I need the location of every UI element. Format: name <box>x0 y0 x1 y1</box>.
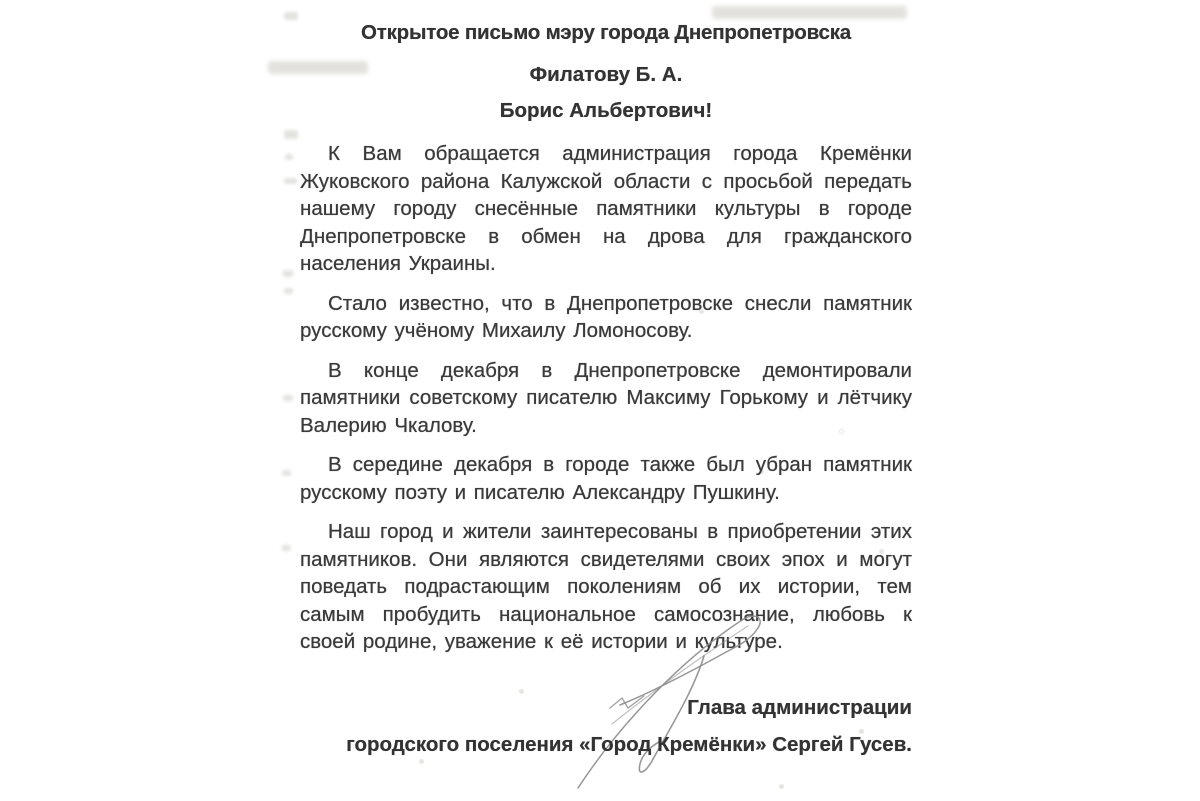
bleed-through-artifact <box>282 470 291 476</box>
closing-name-line: городского поселения «Город Кремёнки» Сергей Гусев. <box>346 733 912 756</box>
letter-paragraph-3: В конце декабря в Днепропетровске демонтировали памятники советскому писателю Максиму Горькому и лётчику Валерию Чкалову. <box>300 358 912 437</box>
bleed-through-artifact <box>284 288 293 294</box>
letter-title: Открытое письмо мэру города Днепропетровска <box>361 21 851 44</box>
bleed-through-artifact <box>283 270 293 277</box>
closing-role-line: Глава администрации <box>687 696 912 719</box>
bleed-through-artifact <box>284 12 298 20</box>
letter-salutation: Борис Альбертович! <box>499 99 713 122</box>
letter-paragraph-4: В середине декабря в городе также был убран памятник русскому поэту и писателю Александру Пушкину. <box>300 453 912 504</box>
closing-block <box>300 695 912 758</box>
bleed-through-artifact <box>285 154 293 160</box>
letter-paragraph-1: К Вам обращается администрация города Кремёнки Жуковского района Калужской области с просьбой передать нашему городу снесённые памятники культуры в городе Днепропетровске в обмен на дрова для гражданского населения Украины. <box>300 142 912 275</box>
letter-paragraph-5: Наш город и жители заинтересованы в приобретении этих памятников. Они являются свидетелями своих эпох и могут поведать подрастающим поколениям об их истории, тем самым пробудить национальное самосознание, любовь к своей родине, уважение к её истории и культуре. <box>300 520 912 653</box>
bleed-through-artifact <box>712 6 907 19</box>
bleed-through-artifact <box>282 545 291 551</box>
bleed-through-artifact <box>284 130 298 139</box>
letter-body <box>300 20 912 668</box>
letter-paragraph-2: Стало известно, что в Днепропетровске снесли памятник русскому учёному Михаилу Ломоносову. <box>300 291 912 342</box>
bleed-through-artifact <box>283 395 293 401</box>
bleed-through-artifact <box>284 178 297 184</box>
letter-addressee: Филатову Б. А. <box>529 63 683 86</box>
